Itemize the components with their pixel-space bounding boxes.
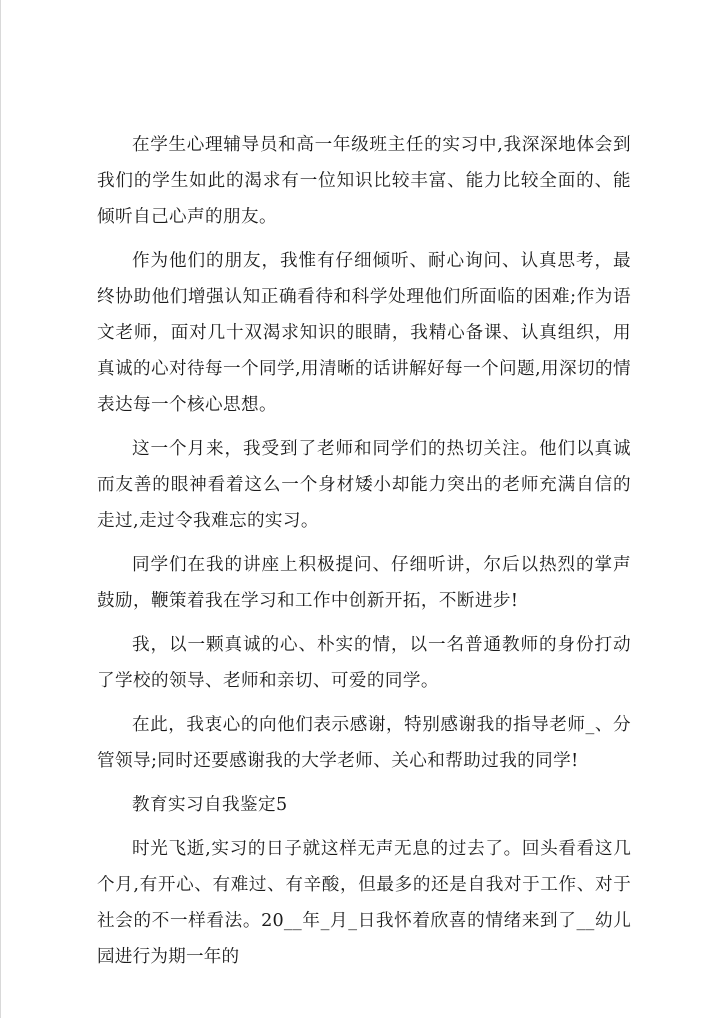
page-border	[0, 0, 1, 1018]
paragraph-as-friend: 作为他们的朋友，我惟有仔细倾听、耐心询问、认真思考，最终协助他们增强认知正确看待和科学处理他们所面临的困难;作为语文老师，面对几十双渴求知识的眼睛，我精心备课、认真组织，用真诚的心对待每一个同学,用清晰的话讲解好每一个问题,用深切的情表达每一个核心思想。	[97, 251, 631, 415]
paragraph-sincere-heart: 我，以一颗真诚的心、朴实的情，以一名普通教师的身份打动了学校的领导、老师和亲切、可爱的同学。	[97, 635, 631, 691]
section-heading: 教育实习自我鉴定5	[132, 795, 288, 815]
paragraph-thanks: 在此，我衷心的向他们表示感谢，特别感谢我的指导老师_、分管领导;同时还要感谢我的大学老师、关心和帮助过我的同学!	[97, 715, 631, 771]
document-body	[97, 127, 631, 983]
paragraph-students-lecture: 同学们在我的讲座上积极提问、仔细听讲，尔后以热烈的掌声鼓励，鞭策着我在学习和工作中创新开拓，不断进步!	[97, 555, 631, 611]
paragraph-psychology-counselor: 在学生心理辅导员和高一年级班主任的实习中,我深深地体会到我们的学生如此的渴求有一位知识比较丰富、能力比较全面的、能倾听自己心声的朋友。	[97, 135, 631, 227]
paragraph-month-attention: 这一个月来，我受到了老师和同学们的热切关注。他们以真诚而友善的眼神看着这么一个身材矮小却能力突出的老师充满自信的走过,走过令我难忘的实习。	[97, 439, 631, 531]
paragraph-time-flies: 时光飞逝,实习的日子就这样无声无息的过去了。回头看看这几个月,有开心、有难过、有辛酸，但最多的还是自我对于工作、对于社会的不一样看法。20__年_月_日我怀着欣喜的情绪来到了__幼儿园进行为期一年的	[97, 839, 631, 967]
